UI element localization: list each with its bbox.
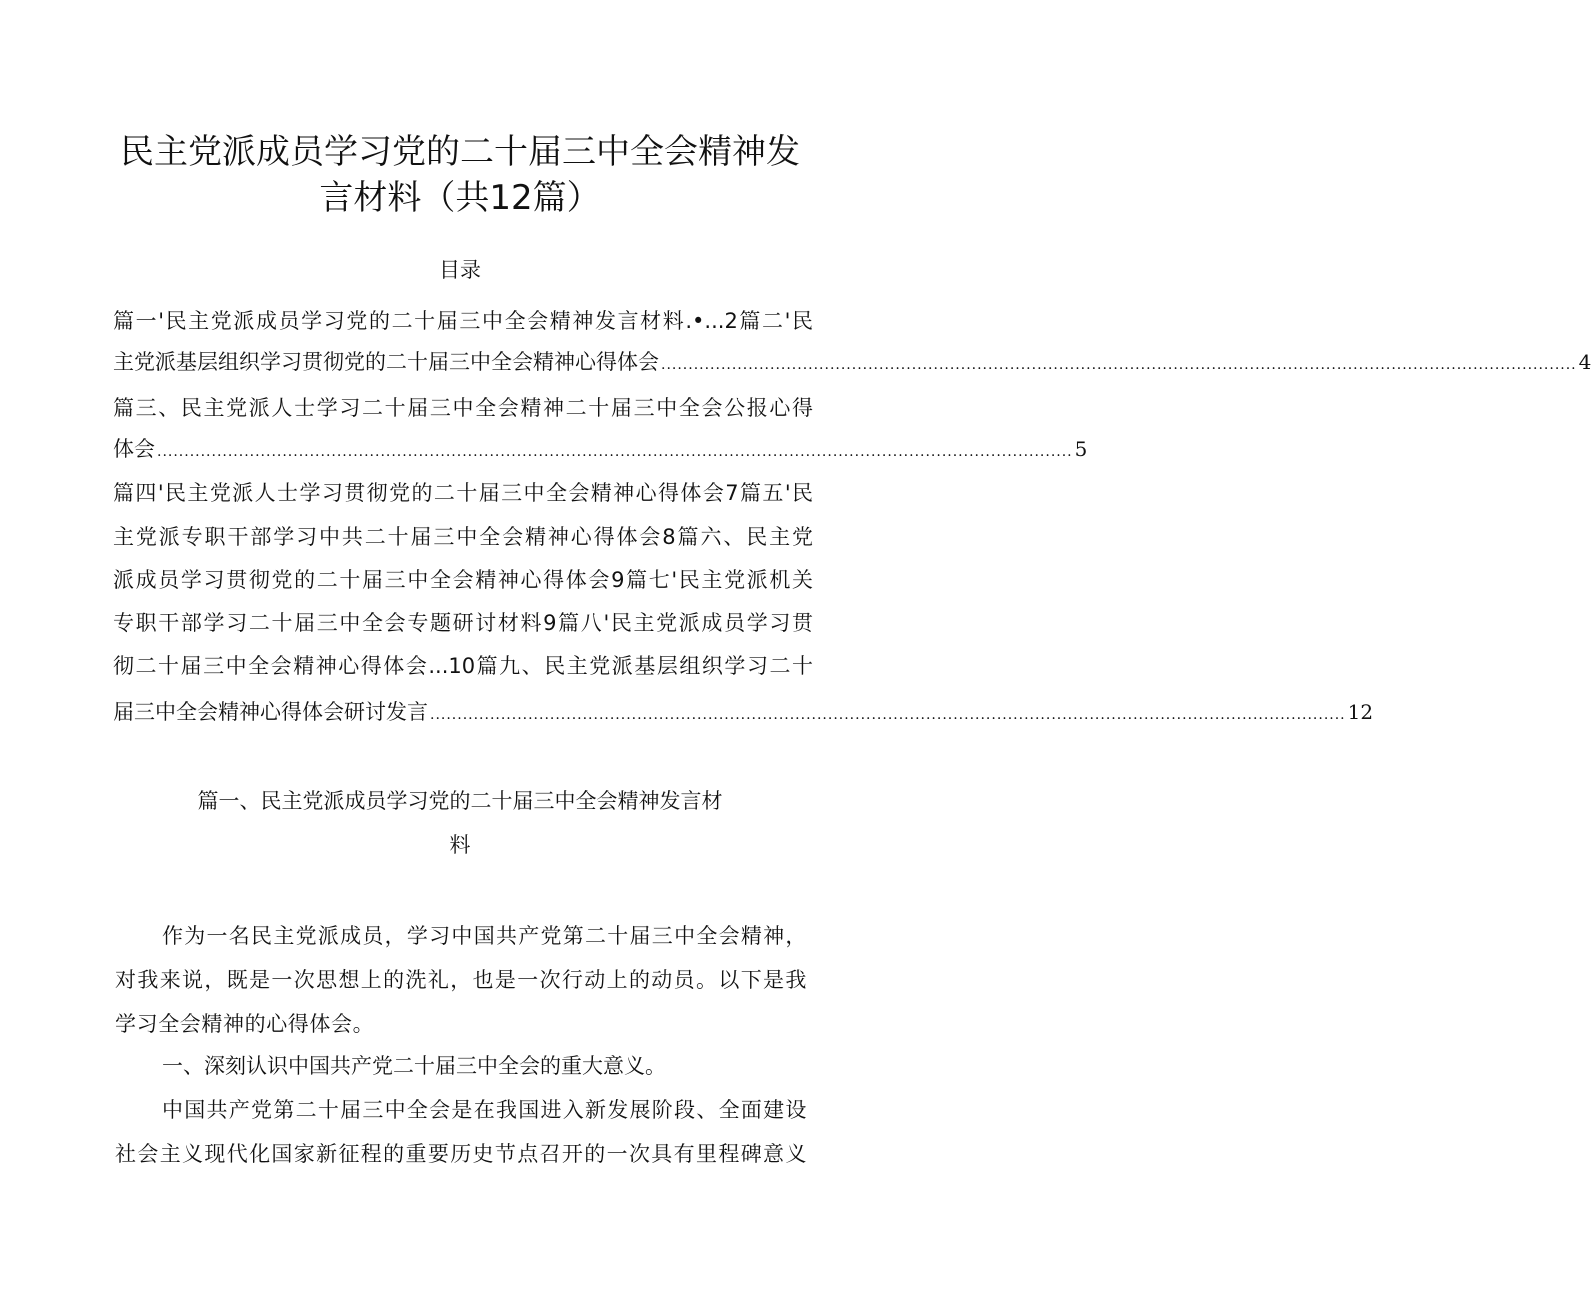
dot-leader: ........................................................................................................................................................................	[661, 357, 1577, 373]
section-title-line-2: 料	[449, 833, 471, 857]
toc-line-text: 主党派基层组织学习贯彻党的二十届三中全会精神心得体会	[113, 350, 659, 374]
toc-line[interactable]: 篇四'民主党派人士学习贯彻党的二十届三中全会精神心得体会7篇五'民	[113, 481, 813, 505]
paragraph-line: 中国共产党第二十届三中全会是在我国进入新发展阶段、全面建设	[162, 1098, 807, 1122]
section-title-line-1: 篇一、民主党派成员学习党的二十届三中全会精神发言材	[197, 789, 723, 813]
paragraph-line: 社会主义现代化国家新征程的重要历史节点召开的一次具有里程碑意义	[115, 1142, 807, 1166]
paragraph-line: 对我来说，既是一次思想上的洗礼，也是一次行动上的动员。以下是我	[115, 968, 807, 992]
toc-line[interactable]: 专职干部学习二十届三中全会专题研讨材料9篇八'民主党派成员学习贯	[113, 611, 813, 635]
toc-line[interactable]: 主党派专职干部学习中共二十届三中全会精神心得体会8篇六、民主党	[113, 525, 813, 549]
toc-line-text: 届三中全会精神心得体会研讨发言	[113, 700, 428, 724]
toc-line[interactable]	[113, 434, 1088, 467]
document-title-line-1: 民主党派成员学习党的二十届三中全会精神发	[120, 132, 800, 172]
toc-page-number: 12	[1347, 700, 1374, 724]
toc-line[interactable]: 篇一'民主党派成员学习党的二十届三中全会精神发言材料.•...2篇二'民	[113, 309, 813, 333]
toc-line[interactable]: 派成员学习贯彻党的二十届三中全会精神心得体会9篇七'民主党派机关	[113, 568, 813, 592]
document-title-line-2: 言材料（共12篇）	[319, 178, 601, 218]
toc-line[interactable]: 彻二十届三中全会精神心得体会...10篇九、民主党派基层组织学习二十	[113, 654, 813, 678]
toc-heading: 目录	[439, 258, 481, 282]
toc-line[interactable]	[113, 697, 1374, 730]
toc-page-number: 5	[1074, 437, 1088, 461]
dot-leader: ........................................................................................................................................................................	[430, 707, 1346, 723]
paragraph-line: 学习全会精神的心得体会。	[115, 1012, 375, 1036]
dot-leader: ........................................................................................................................................................................	[157, 444, 1073, 460]
toc-page-number: 4	[1578, 350, 1591, 374]
toc-line[interactable]	[113, 347, 1591, 380]
paragraph-line: 作为一名民主党派成员，学习中国共产党第二十届三中全会精神，	[162, 924, 807, 948]
toc-line[interactable]: 篇三、民主党派人士学习二十届三中全会精神二十届三中全会公报心得	[113, 396, 813, 420]
toc-line-text: 体会	[113, 437, 155, 461]
section-subheading: 一、深刻认识中国共产党二十届三中全会的重大意义。	[162, 1054, 666, 1078]
